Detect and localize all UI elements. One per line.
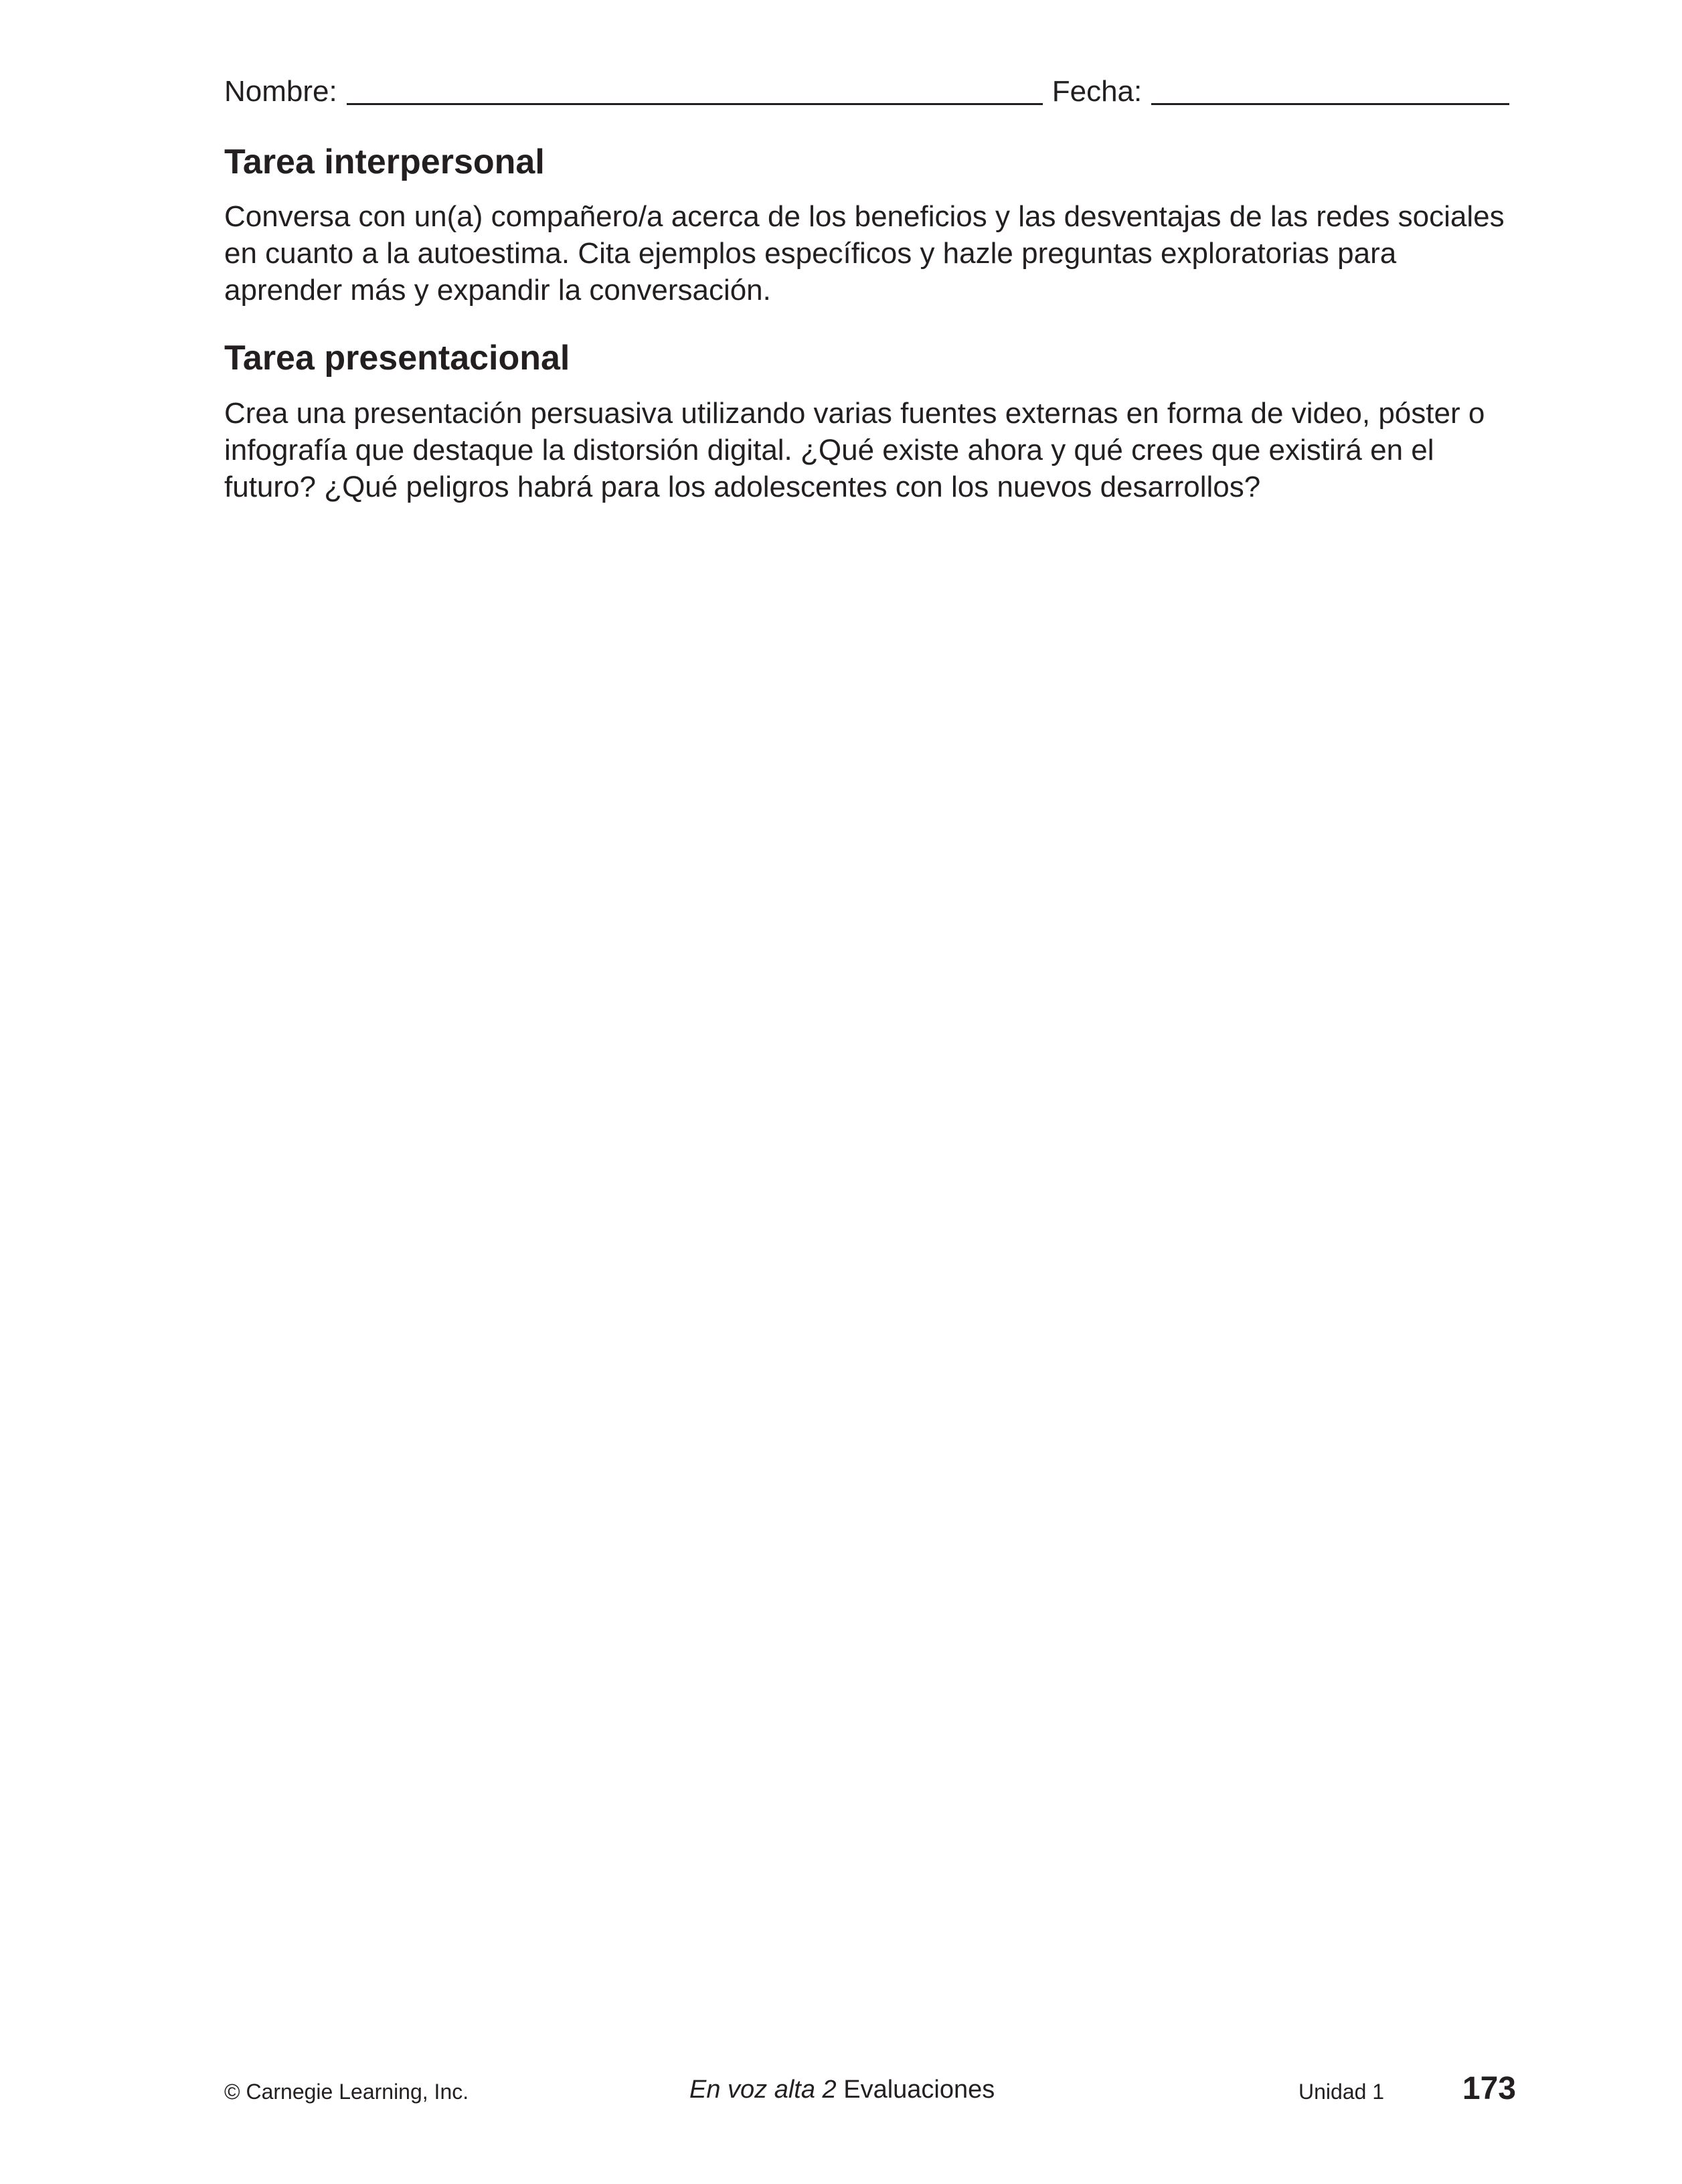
copyright-notice: © Carnegie Learning, Inc. (224, 2080, 469, 2104)
date-blank-line (1151, 71, 1509, 105)
section-title-presentacional: Tarea presentacional (224, 339, 570, 377)
book-title-rest: Evaluaciones (836, 2076, 995, 2104)
name-blank-line (347, 71, 1043, 105)
date-label: Fecha: (1052, 75, 1143, 108)
book-title-italic: En voz alta 2 (689, 2076, 837, 2104)
section-title-interpersonal: Tarea interpersonal (224, 143, 545, 181)
page-footer (224, 2068, 1516, 2108)
name-date-row (224, 64, 1509, 110)
page-number: 173 (1462, 2071, 1516, 2106)
unit-label: Unidad 1 (1298, 2080, 1385, 2104)
section-body-presentacional: Crea una presentación persuasiva utilizando varias fuentes externas en forma de video, póster o infografía que destaque la distorsión digital. ¿Qué existe ahora y qué crees que existirá en el futuro? ¿Qué peligros habrá para los adolescentes con los nuevos desarrollos? (224, 397, 1485, 503)
section-body-interpersonal: Conversa con un(a) compañero/a acerca de los beneficios y las desventajas de las redes sociales en cuanto a la autoestima. Cita ejemplos específicos y hazle preguntas exploratorias para aprender más y expandir la conversación. (224, 200, 1505, 307)
name-label: Nombre: (224, 75, 337, 108)
book-title (689, 2076, 995, 2104)
